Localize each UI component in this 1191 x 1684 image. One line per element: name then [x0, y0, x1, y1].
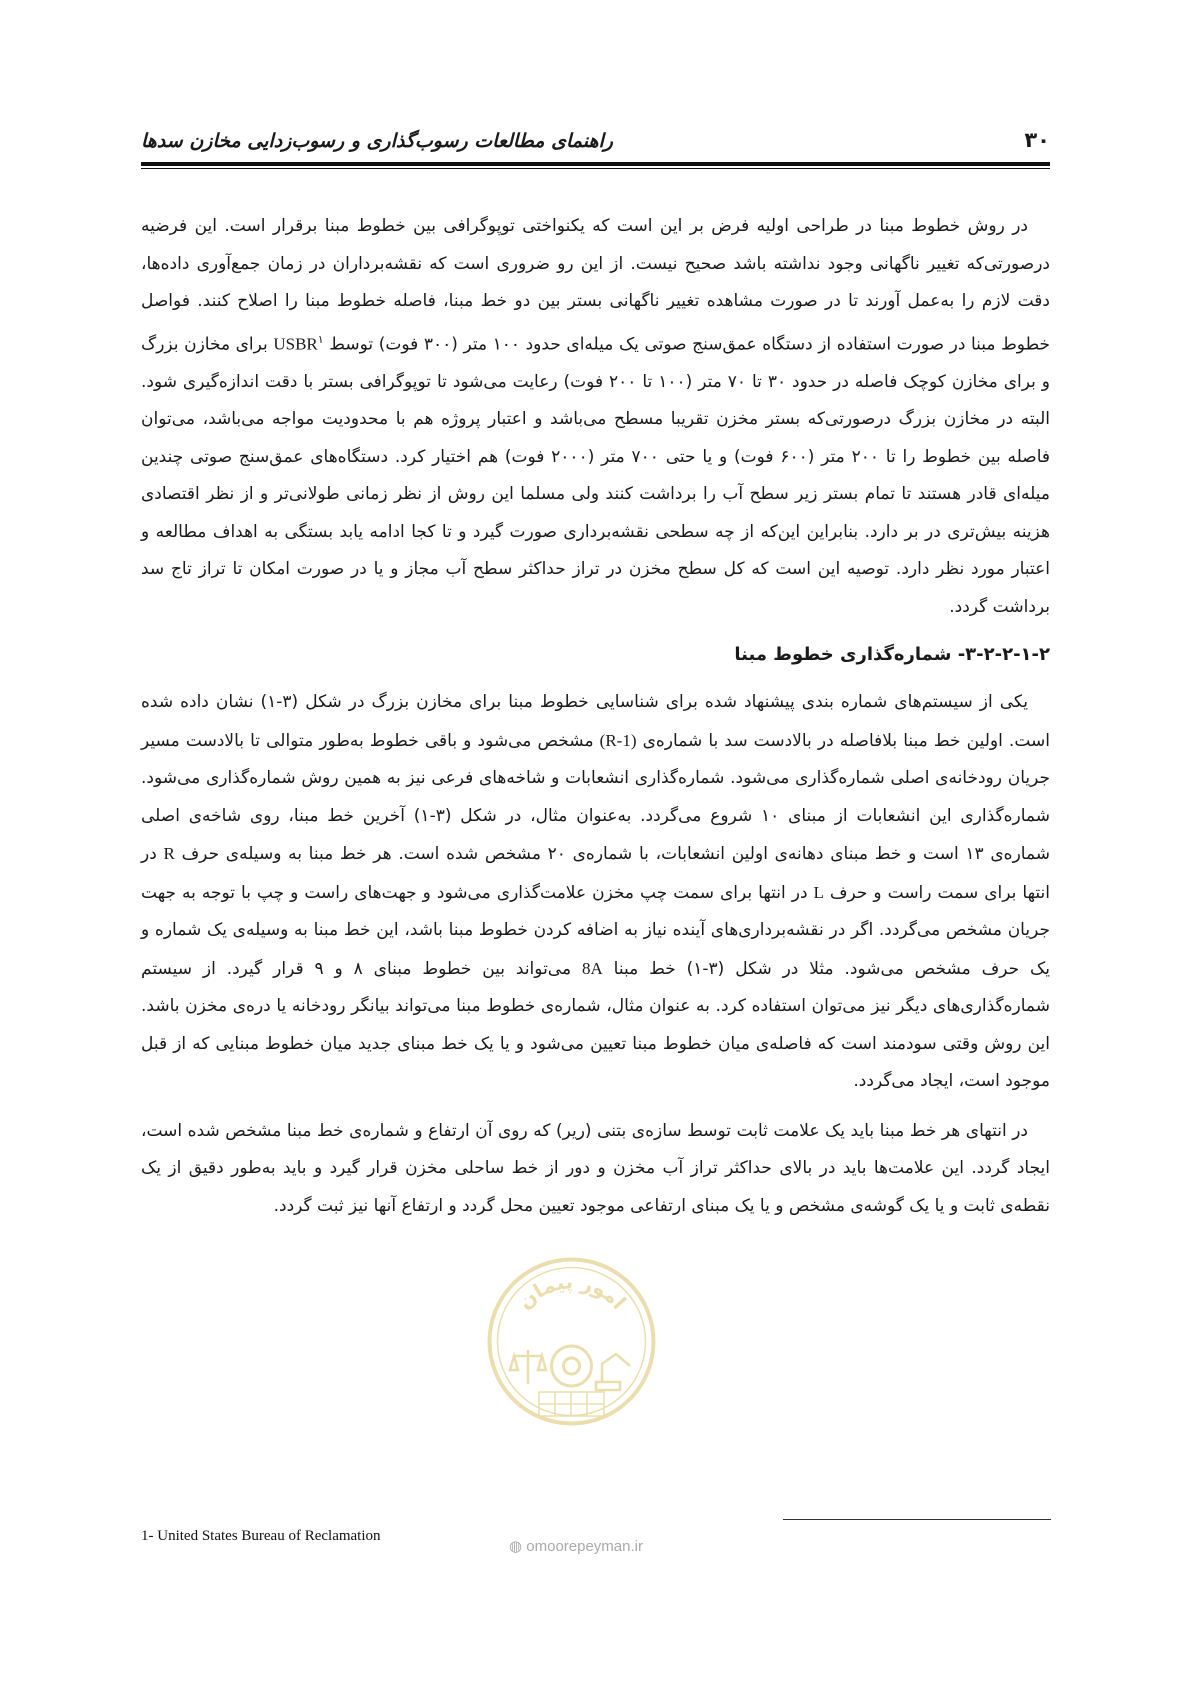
- paragraph-text: در روش خطوط مبنا در طراحی اولیه فرض بر این است که یکنواختی توپوگرافی بین خطوط مبنا برقرار است. این فرضیه درصورتی‌که تغییر ناگهانی وجود نداشته باشد صحیح نیست. از این رو ضروری است که نقشه‌برداران در زمان جمع‌آوری داده‌ها، دقت لازم را به‌عمل آورند تا در صورت مشاهده تغییر ناگهانی بستر بین دو خط مبنا، فاصله خطوط مبنا را اصلاح کنند. فواصل خطوط مبنا در صورت استفاده از دستگاه عمق‌سنج صوتی یک میله‌ای حدود ۱۰۰ متر (۳۰۰ فوت) توسط: [141, 216, 1051, 355]
- paragraph-text: در انتها برای سمت راست و حرف: [141, 844, 1050, 903]
- paragraph-text: در انتها برای سمت چپ مخزن علامت‌گذاری می‌شود و جهت‌های راست و چپ با توجه به جهت جریان مشخص می‌گردد. اگر در نقشه‌برداری‌های آینده نیاز به اضافه کردن خطوط مبنا باشد، این خط مبنا به وسیله‌ی یک شماره و یک حرف مشخص می‌شود. مثلا در شکل (۳-۱) خط مبنا: [141, 882, 1050, 979]
- line-code-8a: 8A: [581, 958, 603, 978]
- paragraph-text: برای مخازن بزرگ و برای مخازن کوچک فاصله در حدود ۳۰ تا ۷۰ متر (۱۰۰ تا ۲۰۰ فوت) رعایت می‌شود تا توپوگرافی بستر با دقت اندازه‌گیری شود. البته در مخازن بزرگ درصورتی‌که بستر مخزن تقریبا مسطح می‌باشد و اعتبار پروژه هم با محدودیت مواجه می‌باشد، می‌توان فاصله بین خطوط را تا ۲۰۰ متر (۶۰۰ فوت) و یا حتی ۷۰۰ متر (۲۰۰۰ فوت) هم اختیار کرد. دستگاه‌های عمق‌سنج صوتی چندین میله‌ای قادر هستند تا تمام بستر زیر سطح آب را برداشت کنند ولی مسلما این روش از نظر زمانی طولانی‌تر و از نظر اقتصادی هزینه بیش‌تری در بر دارد. بنابراین این‌که از چه سطحی نقشه‌برداری صورت گیرد و تا کجا ادامه یابد بستگی به اهداف مطالعه و اعتبار مورد نظر دارد. توصیه این است که کل سطح مخزن در تراز حداکثر سطح آب مجاز و یا در صورت امکان تا تراز تاج سد برداشت گردد.: [141, 334, 1051, 617]
- paragraph-text: مشخص می‌شود و باقی خطوط به‌طور متوالی تا بالادست مسیر جریان رودخانه‌ی اصلی شماره‌گذاری می‌شود. شماره‌گذاری انشعابات و شاخه‌های فرعی نیز به همین روش شماره‌گذاری می‌شود. شماره‌گذاری این انشعابات از مبنای ۱۰ شروع می‌گردد. به‌عنوان مثال، در شکل (۳-۱) آخرین خط مبنا، روی شاخه‌ی اصلی شماره‌ی ۱۳ است و خط مبنای دهانه‌ی اولین انشعابات، با شماره‌ی ۲۰ مشخص شده است. هر خط مبنا به وسیله‌ی حرف: [141, 730, 1051, 865]
- header-rule-thick: [141, 162, 1050, 166]
- footnote-ref: ۱: [317, 332, 324, 346]
- paragraph: [141, 208, 1050, 626]
- page-number: ۳۰: [1024, 128, 1050, 152]
- footnote-rule: [783, 1519, 1051, 1520]
- running-title: راهنمای مطالعات رسوب‌گذاری و رسوب‌زدایی مخازن سدها: [141, 130, 613, 152]
- letter-r: R: [163, 844, 175, 864]
- header-rule-thin: [141, 168, 1050, 169]
- paragraph-text: می‌تواند بین خطوط مبنای ۸ و ۹ قرار گیرد. از سیستم شماره‌گذاری‌های دیگر نیز می‌توان استفاده کرد. به عنوان مثال، شماره‌ی خطوط مبنا می‌تواند بیانگر رودخانه یا دره‌ی مخزن باشد. این روش وقتی سودمند است که فاصله‌ی میان خطوط مبنا تعیین می‌شود و یا یک خط مبنای جدید میان خطوط مبنایی که از قبل موجود است، ایجاد می‌گردد.: [141, 958, 1050, 1092]
- paragraph: در انتهای هر خط مبنا باید یک علامت ثابت توسط سازه‌ی بتنی (ریر) که روی آن ارتفاع و شماره‌ی خط مبنا مشخص شده است، ایجاد گردد. این علامت‌ها باید در بالای حداکثر تراز آب مخزن و دور از خط ساحلی مخزن قرار گیرد و باید به‌طور دقیق از یک نقطه‌ی ثابت و یا یک گوشه‌ی مشخص و یا یک مبنای ارتفاعی موجود تعیین محل گردد و ارتفاع آنها نیز ثبت گردد.: [141, 1120, 1050, 1216]
- watermark-site: [491, 1537, 661, 1555]
- section-heading: ۳-۲-۲-۱-۲- شماره‌گذاری خطوط مبنا: [734, 644, 1050, 666]
- logo-text: امور پیمان: [512, 1269, 632, 1314]
- letter-l: L: [813, 882, 824, 902]
- main-content: [141, 208, 1050, 1225]
- line-code-r1: (R-1): [599, 730, 637, 750]
- gear-icon: [552, 1346, 592, 1386]
- paragraph: [141, 684, 1050, 1101]
- page-header: [141, 128, 1050, 156]
- globe-icon: ◍: [509, 1538, 523, 1555]
- watermark-logo: [484, 1254, 659, 1429]
- watermark-site-text: omoorepeyman.ir: [526, 1538, 643, 1555]
- scales-icon: [510, 1350, 546, 1384]
- footnote: 1- United States Bureau of Reclamation: [141, 1528, 381, 1544]
- excavator-icon: [596, 1354, 630, 1390]
- usbr-term: USBR: [273, 334, 318, 354]
- paragraph-text: یکی از سیستم‌های شماره بندی پیشنهاد شده برای شناسایی خطوط مبنا برای مخازن بزرگ در شکل (۳-۱) نشان داده شده است. اولین خط مبنا بلافاصله در بالادست سد با شماره‌ی: [141, 692, 1050, 751]
